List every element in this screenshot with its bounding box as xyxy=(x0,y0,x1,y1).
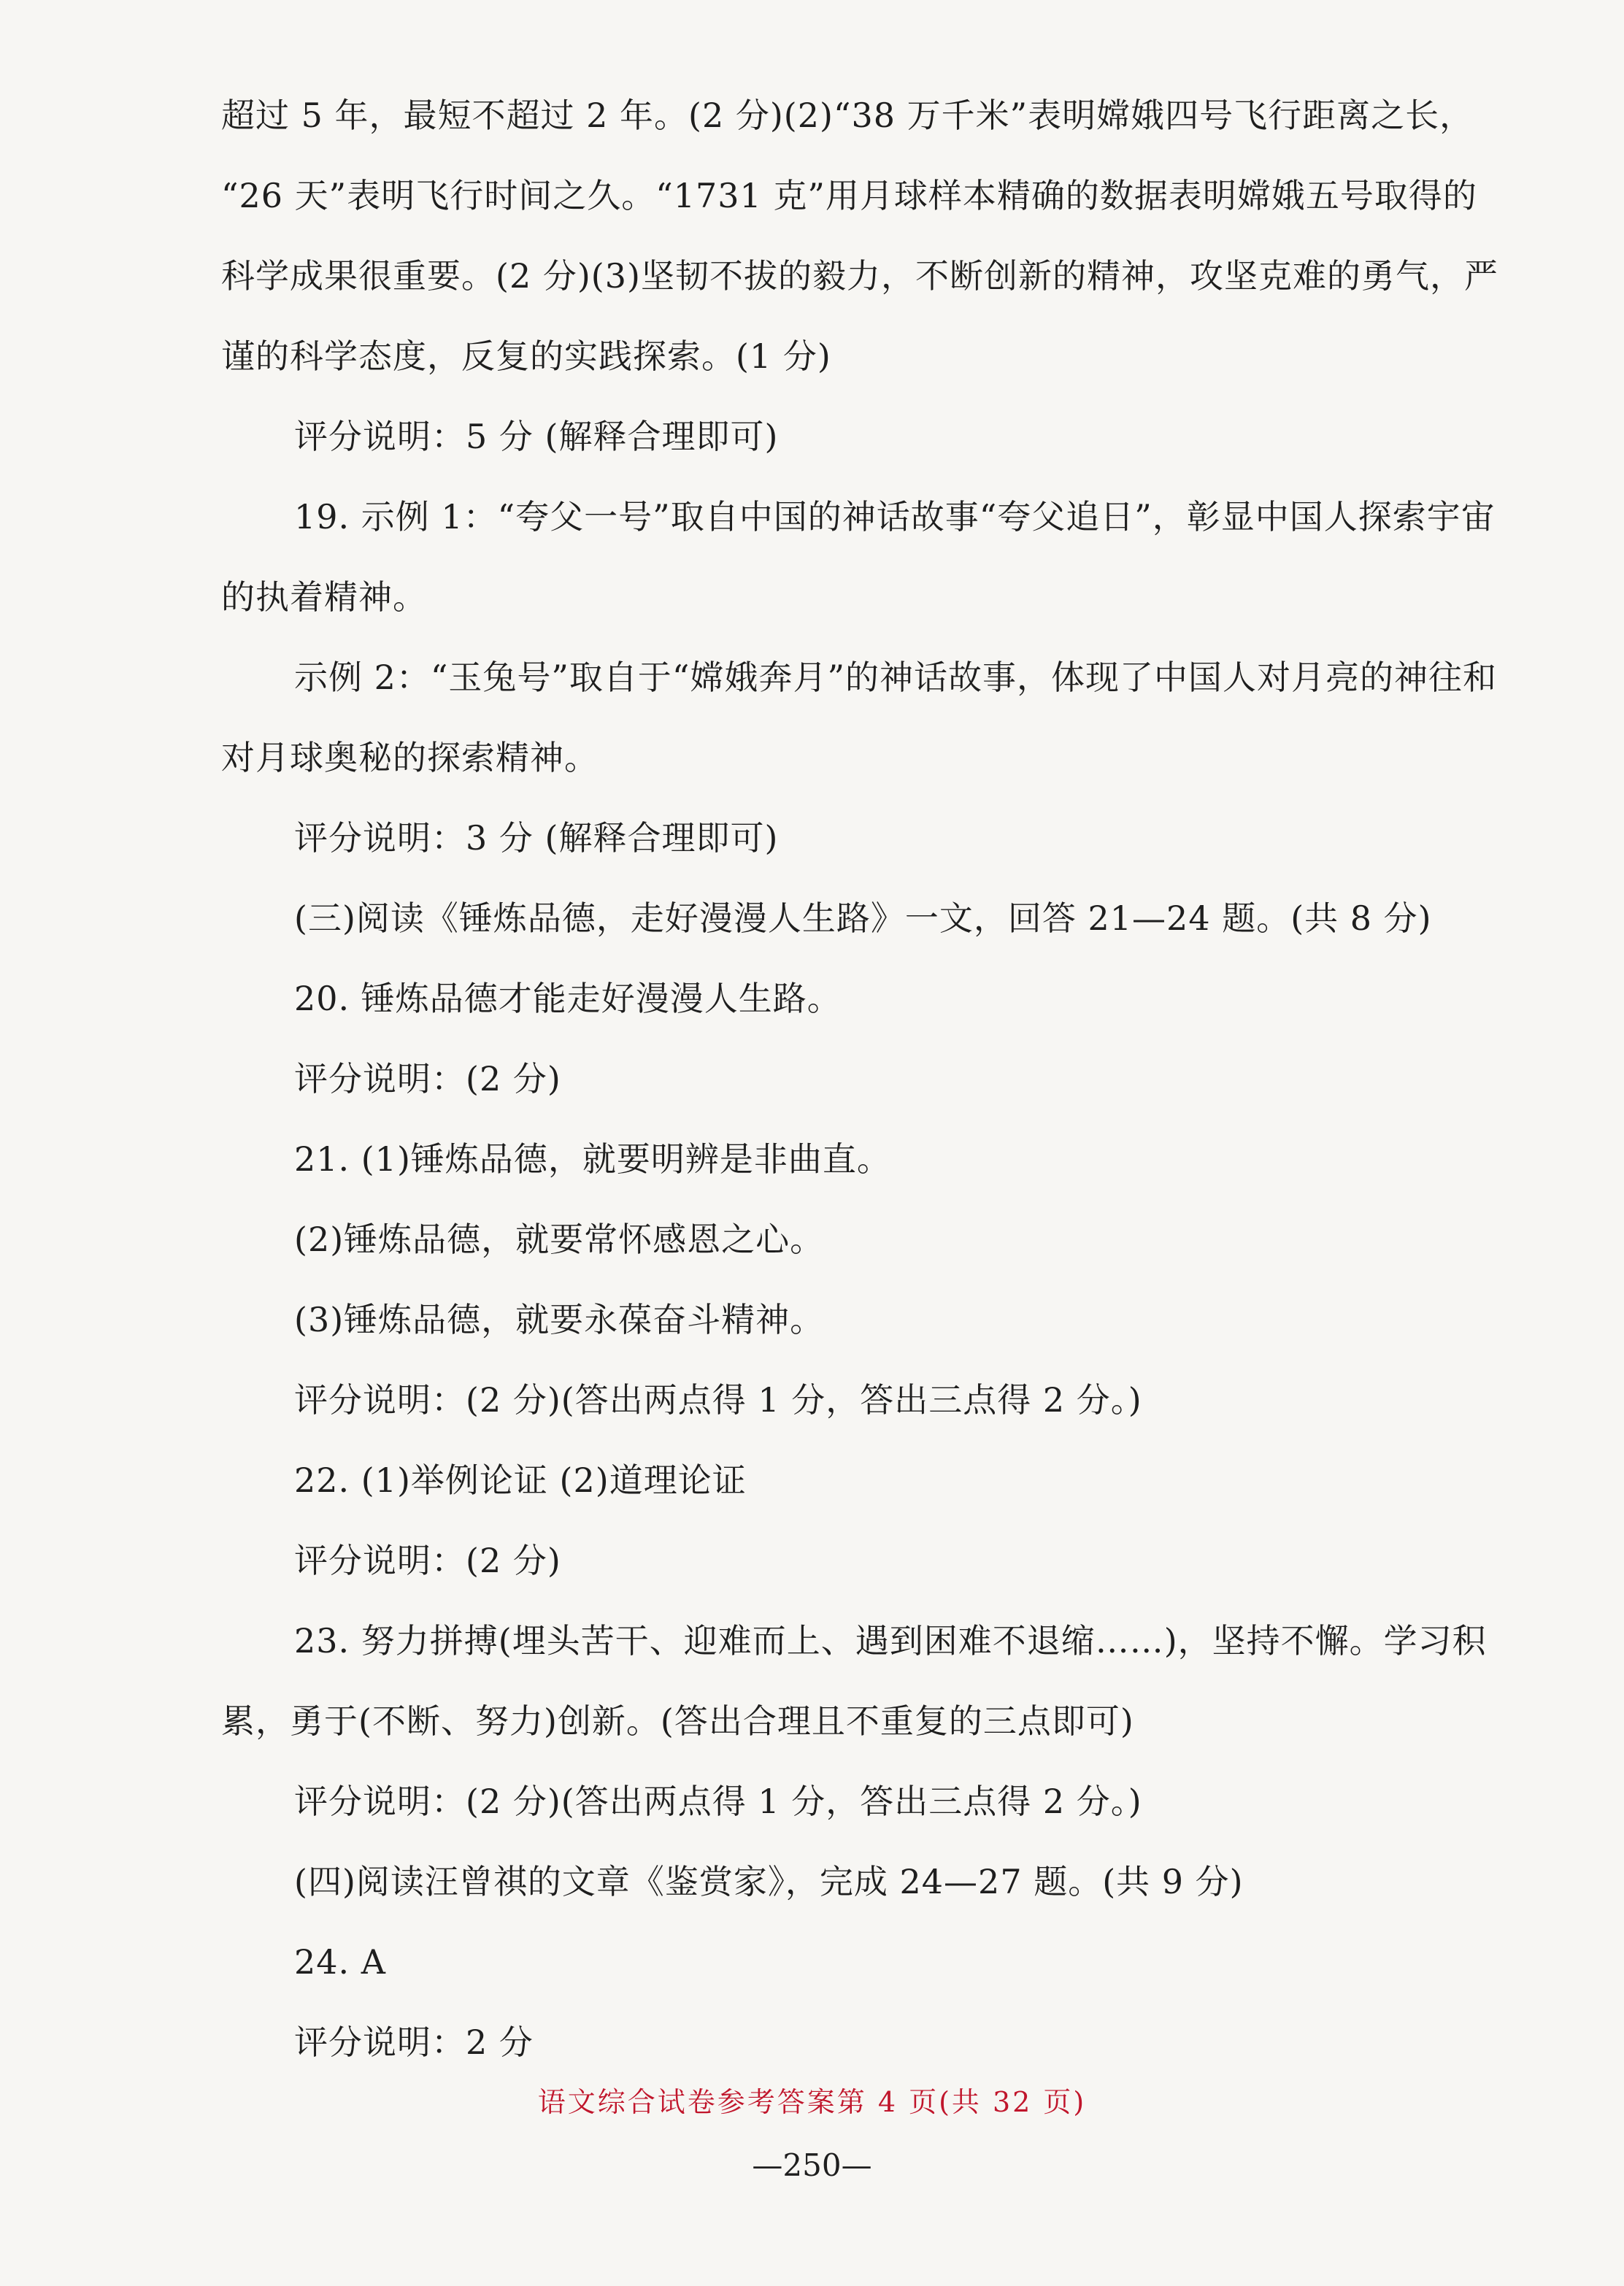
answer-line-18-1: 超过 5 年，最短不超过 2 年。(2 分)(2)“38 万千米”表明嫦娥四号飞行距离之长， xyxy=(221,96,1474,135)
scoring-note-23: 评分说明：(2 分)(答出两点得 1 分，答出三点得 2 分。) xyxy=(294,1782,1142,1821)
scoring-note-20: 评分说明：(2 分) xyxy=(294,1059,561,1098)
answer-line-21-1: 21. (1)锤炼品德，就要明辨是非曲直。 xyxy=(294,1139,891,1179)
answer-line-18-4: 谨的科学态度，反复的实践探索。(1 分) xyxy=(221,336,831,376)
answer-line-19-2: 的执着精神。 xyxy=(221,577,427,617)
section-four-heading: (四)阅读汪曾祺的文章《鉴赏家》，完成 24—27 题。(共 9 分) xyxy=(294,1862,1244,1901)
page-number: —250— xyxy=(752,2147,872,2183)
scoring-note-19: 评分说明：3 分 (解释合理即可) xyxy=(294,818,779,858)
answer-line-22: 22. (1)举例论证 (2)道理论证 xyxy=(294,1460,747,1500)
answer-line-18-3: 科学成果很重要。(2 分)(3)坚韧不拔的毅力，不断创新的精神，攻坚克难的勇气，严 xyxy=(221,256,1498,296)
answer-line-23-1: 23. 努力拼搏(埋头苦干、迎难而上、遇到困难不退缩……)，坚持不懈。学习积 xyxy=(294,1621,1487,1660)
answer-line-19-3: 示例 2：“玉兔号”取自于“嫦娥奔月”的神话故事，体现了中国人对月亮的神往和 xyxy=(294,658,1497,697)
scoring-note-22: 评分说明：(2 分) xyxy=(294,1541,561,1580)
answer-line-20: 20. 锤炼品德才能走好漫漫人生路。 xyxy=(294,979,842,1018)
scoring-note-21: 评分说明：(2 分)(答出两点得 1 分，答出三点得 2 分。) xyxy=(294,1380,1142,1420)
answer-line-21-2: (2)锤炼品德，就要常怀感恩之心。 xyxy=(294,1220,825,1259)
answer-line-18-2: “26 天”表明飞行时间之久。“1731 克”用月球样本精确的数据表明嫦娥五号取得的 xyxy=(221,176,1477,215)
footer-title: 语文综合试卷参考答案第 4 页(共 32 页) xyxy=(537,2086,1087,2118)
section-three-heading: (三)阅读《锤炼品德，走好漫漫人生路》一文，回答 21—24 题。(共 8 分) xyxy=(294,898,1432,938)
answer-line-21-3: (3)锤炼品德，就要永葆奋斗精神。 xyxy=(294,1300,825,1339)
scoring-note-18: 评分说明：5 分 (解释合理即可) xyxy=(294,417,779,456)
answer-line-19-1: 19. 示例 1：“夸父一号”取自中国的神话故事“夸父追日”，彰显中国人探索宇宙 xyxy=(294,497,1496,536)
scoring-note-24: 评分说明：2 分 xyxy=(294,2023,534,2062)
answer-line-19-4: 对月球奥秘的探索精神。 xyxy=(221,738,599,777)
answer-line-23-2: 累，勇于(不断、努力)创新。(答出合理且不重复的三点即可) xyxy=(221,1701,1134,1741)
answer-line-24: 24. A xyxy=(294,1942,386,1982)
